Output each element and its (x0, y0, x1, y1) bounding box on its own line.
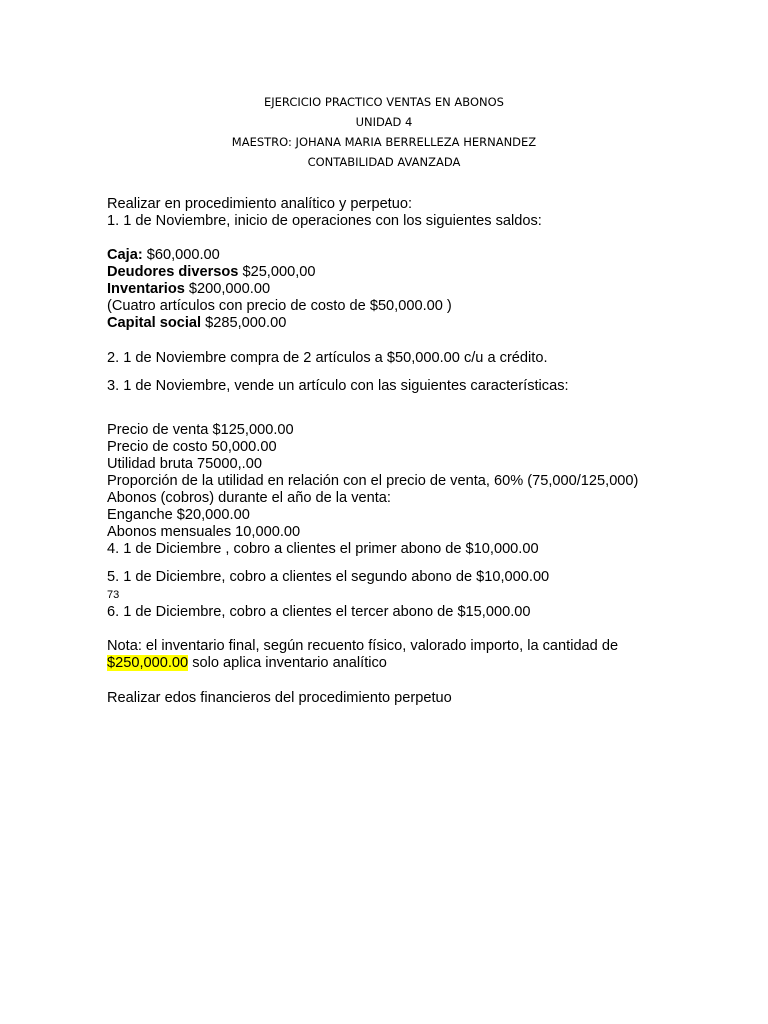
balance-deudores-value: $25,000,00 (238, 264, 316, 280)
nota-line-2 (107, 655, 387, 672)
item-5: 5. 1 de Diciembre, cobro a clientes el segundo abono de $10,000.00 (107, 569, 550, 585)
sale-utilidad: Utilidad bruta 75000,.00 (107, 456, 262, 472)
header-teacher: MAESTRO: JOHANA MARIA BERRELLEZA HERNANDEZ (231, 135, 537, 149)
balance-caja-label: Caja: (107, 247, 143, 263)
sale-abonos: Abonos (cobros) durante el año de la venta: (107, 490, 391, 506)
intro-text: Realizar en procedimiento analítico y perpetuo: (107, 196, 413, 212)
item-2: 2. 1 de Noviembre compra de 2 artículos a $50,000.00 c/u a crédito. (107, 350, 548, 366)
balance-capital-label: Capital social (107, 315, 202, 331)
item-4: 4. 1 de Diciembre , cobro a clientes el primer abono de $10,000.00 (107, 541, 539, 557)
item-3: 3. 1 de Noviembre, vende un artículo con las siguientes características: (107, 378, 569, 394)
balance-deudores (107, 264, 316, 281)
balance-capital-value: $285,000.00 (201, 315, 287, 331)
sale-enganche: Enganche $20,000.00 (107, 507, 250, 523)
balance-capital (107, 315, 286, 332)
item-6: 6. 1 de Diciembre, cobro a clientes el tercer abono de $15,000.00 (107, 604, 531, 620)
sale-precio-costo: Precio de costo 50,000.00 (107, 439, 277, 455)
balance-deudores-label: Deudores diversos (107, 264, 239, 280)
balance-inventarios-value: $200,000.00 (184, 281, 271, 297)
balance-inventarios-label: Inventarios (107, 281, 185, 297)
nota-line-1: Nota: el inventario final, según recuento físico, valorado importo, la cantidad de (107, 638, 619, 654)
final-instruction: Realizar edos financieros del procedimiento perpetuo (107, 690, 452, 706)
page-number: 73 (107, 589, 120, 601)
header-title: EJERCICIO PRACTICO VENTAS EN ABONOS (264, 95, 504, 109)
balance-inventarios (107, 281, 270, 298)
sale-precio-venta: Precio de venta $125,000.00 (107, 422, 294, 438)
item-1: 1. 1 de Noviembre, inicio de operaciones con los siguientes saldos: (107, 213, 542, 229)
balance-inventarios-note: (Cuatro artículos con precio de costo de $50,000.00 ) (107, 298, 452, 314)
sale-proporcion: Proporción de la utilidad en relación con el precio de venta, 60% (75,000/125,000) (107, 473, 639, 489)
header-course: CONTABILIDAD AVANZADA (307, 155, 461, 169)
nota-line-2-rest: solo aplica inventario analítico (188, 655, 387, 671)
header-unit: UNIDAD 4 (355, 115, 413, 129)
nota-highlight: $250,000.00 (107, 655, 189, 671)
balance-caja (107, 247, 220, 264)
balance-caja-value: $60,000.00 (142, 247, 220, 263)
document-header (0, 92, 768, 172)
sale-mensuales: Abonos mensuales 10,000.00 (107, 524, 301, 540)
